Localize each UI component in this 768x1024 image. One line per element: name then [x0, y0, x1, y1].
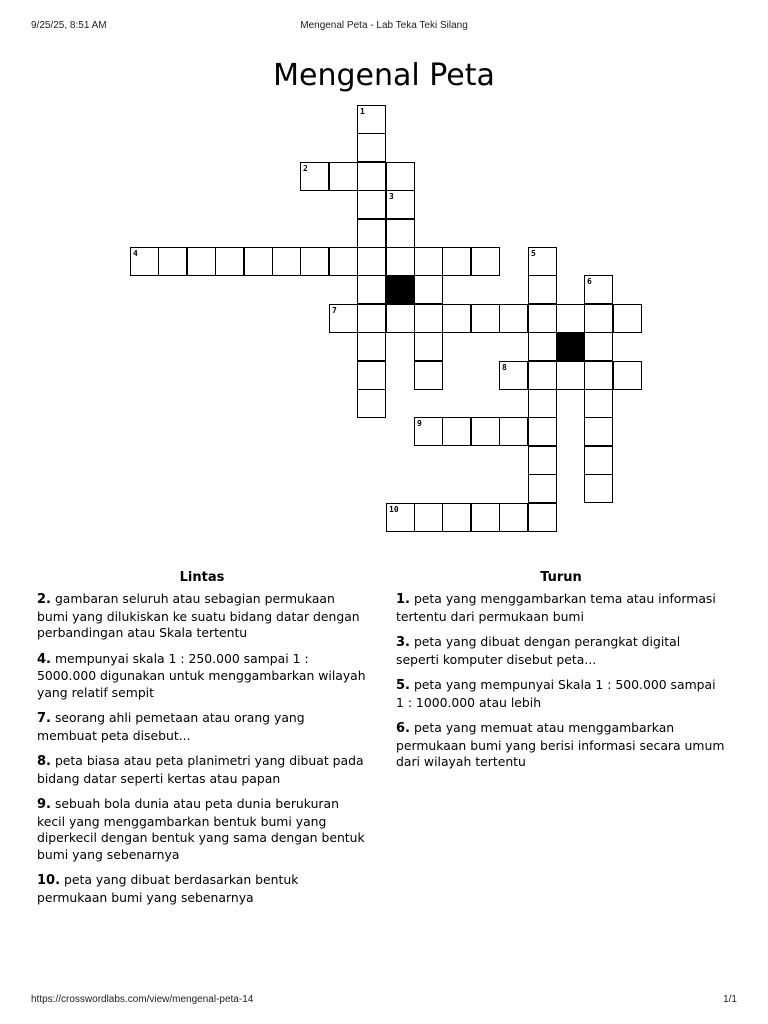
across-heading: Lintas	[179, 570, 225, 585]
crossword-cell[interactable]	[528, 247, 557, 276]
down-clue-list	[396, 591, 726, 771]
crossword-cell[interactable]	[386, 190, 415, 219]
clue-across-9	[37, 796, 367, 863]
crossword-cell[interactable]	[357, 162, 386, 191]
crossword-cell[interactable]	[272, 247, 301, 276]
clue-number: 4.	[37, 651, 51, 667]
clue-down-1	[396, 591, 726, 625]
crossword-cell[interactable]	[556, 361, 585, 390]
clue-down-6	[396, 720, 726, 771]
crossword-cell[interactable]	[528, 474, 557, 503]
crossword-cell[interactable]	[357, 389, 386, 418]
crossword-cell[interactable]	[357, 105, 386, 134]
clue-text: peta yang mempunyai Skala 1 : 500.000 sampai 1 : 1000.000 atau lebih	[396, 677, 716, 710]
crossword-cell[interactable]	[386, 219, 415, 248]
clue-number-label: 2	[303, 164, 308, 173]
clue-number-label: 7	[332, 306, 337, 315]
crossword-cell[interactable]	[499, 304, 528, 333]
crossword-cell[interactable]	[442, 247, 471, 276]
crossword-cell[interactable]	[528, 389, 557, 418]
crossword-cell[interactable]	[584, 417, 613, 446]
crossword-cell[interactable]	[357, 133, 386, 162]
clue-number-label: 6	[587, 277, 592, 286]
clue-number-label: 4	[133, 249, 138, 258]
crossword-cell[interactable]	[584, 275, 613, 304]
crossword-block-cell	[556, 332, 585, 361]
clue-text: seorang ahli pemetaan atau orang yang membuat peta disebut...	[37, 710, 305, 743]
crossword-cell[interactable]	[528, 332, 557, 361]
crossword-cell[interactable]	[584, 361, 613, 390]
clue-across-2	[37, 591, 367, 642]
crossword-cell[interactable]	[386, 247, 415, 276]
print-doc-title: Mengenal Peta - Lab Teka Teki Silang	[300, 20, 468, 31]
clue-number: 1.	[396, 592, 410, 607]
clue-text: mempunyai skala 1 : 250.000 sampai 1 : 5000.000 digunakan untuk menggambarkan wilayah yang relatif sempit	[37, 650, 366, 700]
clue-number: 6.	[396, 721, 410, 736]
page-title: Mengenal Peta	[273, 58, 495, 94]
clue-across-10	[37, 872, 367, 906]
crossword-cell[interactable]	[386, 162, 415, 191]
crossword-cell[interactable]	[471, 417, 500, 446]
clue-number-label: 3	[389, 192, 394, 201]
crossword-cell[interactable]	[414, 503, 443, 532]
clue-number: 5.	[396, 678, 410, 693]
crossword-cell[interactable]	[357, 361, 386, 390]
crossword-cell[interactable]	[442, 503, 471, 532]
clue-number: 8.	[37, 754, 51, 769]
crossword-cell[interactable]	[414, 361, 443, 390]
crossword-cell[interactable]	[357, 190, 386, 219]
across-clue-list	[37, 591, 367, 906]
crossword-cell[interactable]	[357, 332, 386, 361]
crossword-cell[interactable]	[187, 247, 216, 276]
crossword-cell[interactable]	[528, 361, 557, 390]
crossword-cell[interactable]	[528, 503, 557, 532]
clue-number-label: 9	[417, 419, 422, 428]
crossword-cell[interactable]	[528, 275, 557, 304]
crossword-cell[interactable]	[584, 332, 613, 361]
crossword-cell[interactable]	[158, 247, 187, 276]
crossword-cell[interactable]	[414, 247, 443, 276]
clue-across-7	[37, 710, 367, 744]
crossword-cell[interactable]	[584, 474, 613, 503]
print-datetime: 9/25/25, 8:51 AM	[31, 20, 107, 31]
crossword-cell[interactable]	[300, 247, 329, 276]
crossword-cell[interactable]	[584, 446, 613, 475]
crossword-cell[interactable]	[414, 275, 443, 304]
clue-across-8	[37, 753, 367, 787]
crossword-cell[interactable]	[442, 417, 471, 446]
crossword-cell[interactable]	[130, 247, 159, 276]
crossword-cell[interactable]	[613, 361, 642, 390]
crossword-cell[interactable]	[329, 247, 358, 276]
crossword-cell[interactable]	[471, 503, 500, 532]
crossword-cell[interactable]	[357, 247, 386, 276]
clue-number-label: 8	[502, 363, 507, 372]
clue-number: 7.	[37, 711, 51, 726]
down-heading: Turun	[540, 570, 582, 585]
crossword-cell[interactable]	[499, 361, 528, 390]
crossword-cell[interactable]	[414, 332, 443, 361]
clue-down-3	[396, 634, 726, 668]
crossword-cell[interactable]	[556, 304, 585, 333]
crossword-cell[interactable]	[613, 304, 642, 333]
crossword-cell[interactable]	[499, 417, 528, 446]
clue-text: peta biasa atau peta planimetri yang dibuat pada bidang datar seperti kertas atau papan	[37, 753, 364, 786]
crossword-cell[interactable]	[528, 446, 557, 475]
crossword-cell[interactable]	[499, 503, 528, 532]
crossword-cell[interactable]	[357, 275, 386, 304]
print-page-number: 1/1	[723, 994, 737, 1005]
clue-text: peta yang dibuat dengan perangkat digital seperti komputer disebut peta...	[396, 634, 681, 667]
clue-text: peta yang menggambarkan tema atau informasi tertentu dari permukaan bumi	[396, 591, 716, 624]
crossword-cell[interactable]	[386, 304, 415, 333]
clue-number-label: 10	[389, 505, 399, 514]
clue-text: sebuah bola dunia atau peta dunia berukuran kecil yang menggambarkan bentuk bumi yang diperkecil dengan bentuk yang sama dengan bentuk bumi yang sebenarnya	[37, 796, 365, 862]
clue-number-label: 1	[360, 107, 365, 116]
clue-text: peta yang dibuat berdasarkan bentuk permukaan bumi yang sebenarnya	[37, 872, 299, 905]
crossword-cell[interactable]	[244, 247, 273, 276]
down-clues	[396, 570, 726, 780]
crossword-cell[interactable]	[442, 304, 471, 333]
crossword-cell[interactable]	[528, 417, 557, 446]
clue-number: 10.	[37, 873, 61, 888]
crossword-cell[interactable]	[528, 304, 557, 333]
crossword-cell[interactable]	[357, 219, 386, 248]
print-url: https://crosswordlabs.com/view/mengenal-peta-14	[31, 994, 254, 1005]
crossword-cell[interactable]	[414, 304, 443, 333]
crossword-cell[interactable]	[584, 304, 613, 333]
crossword-cell[interactable]	[357, 304, 386, 333]
crossword-cell[interactable]	[471, 304, 500, 333]
crossword-cell[interactable]	[300, 162, 329, 191]
crossword-cell[interactable]	[329, 304, 358, 333]
crossword-cell[interactable]	[414, 417, 443, 446]
clue-text: peta yang memuat atau menggambarkan permukaan bumi yang berisi informasi secara umum dari wilayah tertentu	[396, 720, 725, 769]
crossword-cell[interactable]	[471, 247, 500, 276]
clue-number: 9.	[37, 797, 51, 812]
crossword-cell[interactable]	[386, 503, 415, 532]
crossword-block-cell	[386, 275, 415, 304]
clue-number: 3.	[396, 635, 410, 650]
clue-across-4	[37, 651, 367, 702]
clue-number: 2.	[37, 592, 51, 607]
crossword-cell[interactable]	[215, 247, 244, 276]
clue-down-5	[396, 677, 726, 711]
clue-text: gambaran seluruh atau sebagian permukaan bumi yang dilukiskan ke suatu bidang datar dengan perbandingan atau Skala tertentu	[37, 591, 360, 640]
crossword-cell[interactable]	[329, 162, 358, 191]
crossword-cell[interactable]	[584, 389, 613, 418]
clue-number-label: 5	[531, 249, 536, 258]
across-clues	[37, 570, 367, 915]
